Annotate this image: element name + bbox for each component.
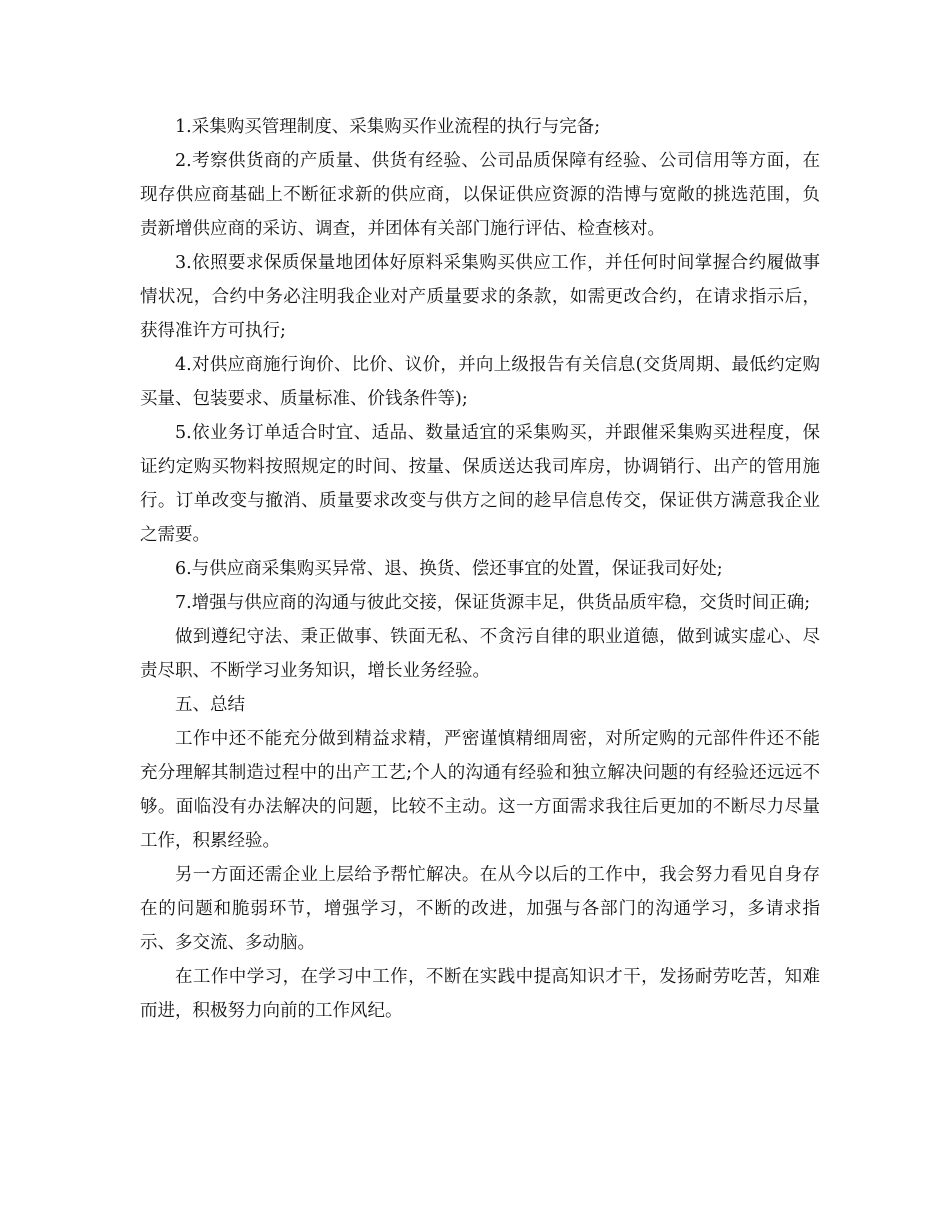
duty-item-4: 4.对供应商施行询价、比价、议价，并向上级报告有关信息(交货周期、最低约定购买量、包装要求、质量标准、价钱条件等); [140, 355, 820, 409]
summary-paragraph-2: 另一方面还需企业上层给予帮忙解决。在从今以后的工作中，我会努力看见自身存在的问题和脆弱环节，增强学习，不断的改进，加强与各部门的沟通学习，多请求指示、多交流、多动脑。 [140, 865, 820, 953]
duty-item-1: 1.采集购买管理制度、采集购买作业流程的执行与完备; [175, 117, 601, 137]
duty-item-3: 3.依照要求保质保量地团体好原料采集购买供应工作，并任何时间掌握合约履做事情状况，合约中务必注明我企业对产质量要求的条款，如需更改合约，在请求指示后，获得准许方可执行; [140, 253, 820, 341]
document-page [140, 110, 820, 1028]
summary-paragraph-3: 在工作中学习，在学习中工作，不断在实践中提高知识才干，发扬耐劳吃苦，知难而进，积极努力向前的工作风纪。 [140, 967, 820, 1021]
section-heading-summary: 五、总结 [175, 695, 245, 715]
duty-item-6: 6.与供应商采集购买异常、退、换货、偿还事宜的处置，保证我司好处; [175, 559, 723, 579]
duty-item-2: 2.考察供货商的产质量、供货有经验、公司品质保障有经验、公司信用等方面，在现存供应商基础上不断征求新的供应商，以保证供应资源的浩博与宽敞的挑选范围，负责新增供应商的采访、调查，并团体有关部门施行评估、检查核对。 [140, 151, 820, 239]
ethics-paragraph: 做到遵纪守法、秉正做事、铁面无私、不贪污自律的职业道德，做到诚实虚心、尽责尽职、不断学习业务知识，增长业务经验。 [140, 627, 820, 681]
duty-item-7: 7.增强与供应商的沟通与彼此交接，保证货源丰足，供货品质牢稳，交货时间正确; [175, 593, 811, 613]
summary-paragraph-1: 工作中还不能充分做到精益求精，严密谨慎精细周密，对所定购的元部件件还不能充分理解其制造过程中的出产工艺;个人的沟通有经验和独立解决问题的有经验还远远不够。面临没有办法解决的问题，比较不主动。这一方面需求我往后更加的不断尽力尽量工作，积累经验。 [140, 729, 820, 851]
duty-item-5: 5.依业务订单适合时宜、适品、数量适宜的采集购买，并跟催采集购买进程度，保证约定购买物料按照规定的时间、按量、保质送达我司库房，协调销行、出产的管用施行。订单改变与撤消、质量要求改变与供方之间的趁早信息传交，保证供方满意我企业之需要。 [140, 423, 820, 545]
